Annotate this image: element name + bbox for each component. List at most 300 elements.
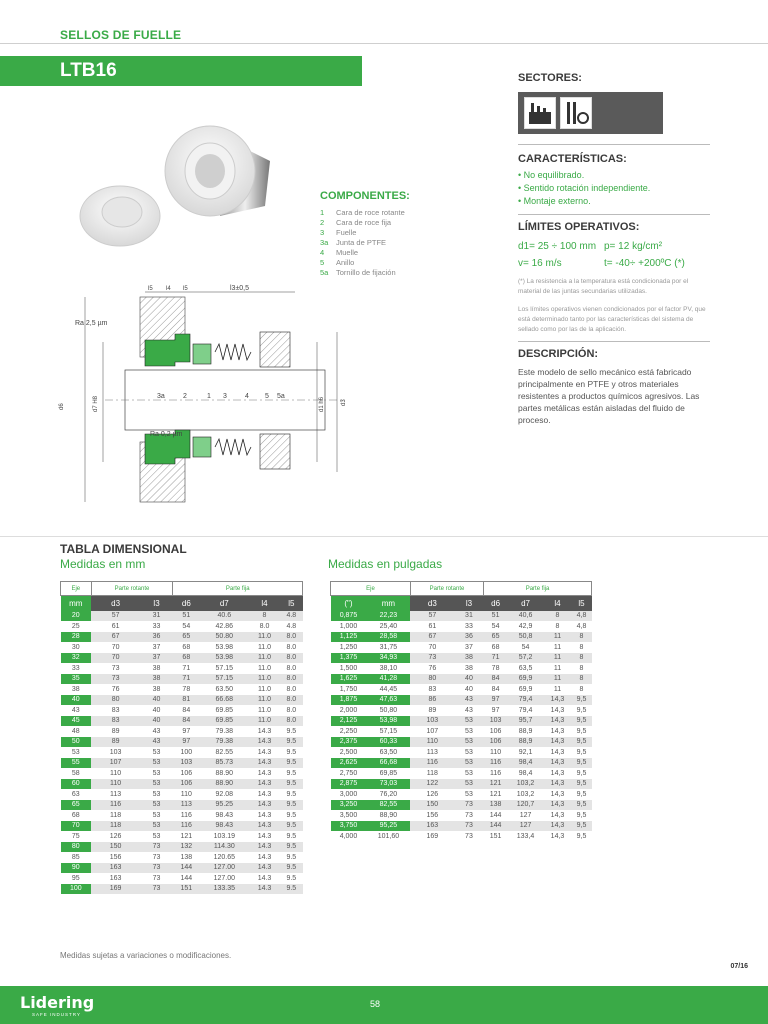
- table-row: [61, 747, 303, 758]
- table-cell: 73: [465, 832, 473, 840]
- table-cell: 8: [571, 674, 591, 685]
- table-cell: 106: [173, 779, 200, 790]
- table-cell: 8.0: [280, 695, 302, 706]
- table-cell: 4.8: [280, 611, 302, 622]
- table-row: [331, 611, 592, 622]
- table-cell: 8: [579, 643, 584, 651]
- table-cell: 51: [173, 611, 200, 622]
- table-row: [331, 642, 592, 653]
- component-item: [320, 208, 510, 218]
- header-divider: [0, 43, 768, 44]
- table-cell: 1,625: [331, 674, 367, 685]
- table-cell: 103.19: [213, 832, 236, 840]
- table-cell: 80: [91, 695, 140, 706]
- component-label: Muelle: [336, 248, 359, 257]
- table-cell: 84: [173, 716, 200, 727]
- table-cell: 9,5: [571, 800, 591, 811]
- limit-d1: d1= 25 ÷ 100 mm: [518, 241, 597, 252]
- table-cell: 138: [180, 853, 193, 861]
- table-cell: 88,9: [518, 727, 533, 735]
- table-cell: 11: [544, 653, 572, 664]
- table-cell: 14.3: [249, 800, 280, 811]
- table-cell: 68: [182, 643, 191, 651]
- table-cell: 11: [553, 664, 562, 672]
- table-row: [61, 884, 303, 895]
- table-cell: 43: [71, 706, 80, 714]
- table-row: [61, 684, 303, 695]
- table-cell: 53: [454, 758, 483, 769]
- table-row: [61, 663, 303, 674]
- table-cell: 14,3: [544, 716, 572, 727]
- component-num: 1: [320, 208, 325, 217]
- component-item: [320, 268, 510, 278]
- table-mm: [60, 581, 303, 894]
- part-number: 5: [265, 393, 269, 400]
- table-cell: 151: [173, 884, 200, 895]
- table-cell: 100: [180, 748, 193, 756]
- table-cell: 65: [173, 632, 200, 643]
- table-cell: 40: [61, 695, 92, 706]
- table-row: [61, 758, 303, 769]
- table-cell: 127: [508, 821, 544, 832]
- table-cell: 14.3: [257, 790, 272, 798]
- table-cell: 150: [410, 800, 454, 811]
- tables-divider: [0, 536, 768, 537]
- table-cell: 79,4: [518, 706, 533, 714]
- table-cell: 116: [489, 769, 502, 777]
- table-cell: 14,3: [550, 832, 565, 840]
- group-header: Eje: [331, 582, 411, 596]
- table-cell: 116: [91, 800, 140, 811]
- sectores-bar: [518, 92, 663, 134]
- table-cell: 14,3: [550, 748, 565, 756]
- table-cell: 89: [428, 706, 437, 714]
- drawing-label: l4: [166, 286, 171, 292]
- table-cell: 150: [91, 842, 140, 853]
- table-cell: 8: [571, 632, 591, 643]
- table-cell: 106: [489, 727, 502, 735]
- table-cell: 71: [484, 653, 508, 664]
- table-cell: 133,4: [516, 832, 535, 840]
- group-header: Parte fija: [173, 582, 303, 596]
- table-cell: 98,4: [518, 769, 533, 777]
- table-cell: 95,25: [366, 821, 410, 832]
- sectores-title: SECTORES:: [518, 72, 582, 84]
- table-cell: 9,5: [571, 779, 591, 790]
- table-row: [61, 831, 303, 842]
- table-row: [61, 653, 303, 664]
- component-item: [320, 218, 510, 228]
- table-cell: 37: [152, 643, 161, 651]
- table-row: [61, 695, 303, 706]
- column-header: d7: [200, 596, 249, 611]
- table-cell: 14,3: [544, 821, 572, 832]
- table-cell: 120,7: [508, 800, 544, 811]
- table-cell: 9.5: [286, 874, 297, 882]
- table-cell: 156: [109, 853, 122, 861]
- table-cell: 2,875: [331, 779, 367, 790]
- table-cell: 14,3: [550, 811, 565, 819]
- limites-title: LÍMITES OPERATIVOS:: [518, 221, 640, 233]
- table-row: [61, 632, 303, 643]
- document-code: 07/16: [730, 963, 748, 970]
- table-cell: 11.0: [249, 653, 280, 664]
- table-row: [331, 747, 592, 758]
- table-cell: 132: [173, 842, 200, 853]
- table-cell: 121: [489, 790, 502, 798]
- table-cell: 41,28: [366, 674, 410, 685]
- table-cell: 11.0: [257, 706, 272, 714]
- table-cell: 97: [173, 737, 200, 748]
- table-cell: 57.15: [200, 674, 249, 685]
- table-cell: 40: [454, 674, 483, 685]
- limit-v: v= 16 m/s: [518, 258, 562, 269]
- table-cell: 73: [140, 842, 173, 853]
- table-cell: 61: [111, 622, 120, 630]
- table-cell: 9.5: [286, 727, 297, 735]
- table-cell: 113: [426, 748, 438, 756]
- table-cell: 116: [180, 811, 192, 819]
- table-cell: 103: [109, 748, 122, 756]
- table-row: [331, 726, 592, 737]
- table-cell: 35: [61, 674, 92, 685]
- table-cell: 138: [484, 800, 508, 811]
- table-cell: 9.5: [286, 790, 297, 798]
- table-cell: 4.8: [286, 622, 297, 630]
- table-cell: 68: [71, 811, 80, 819]
- table-cell: 79.38: [200, 737, 249, 748]
- table-cell: 79,4: [508, 695, 544, 706]
- table-cell: 78: [491, 664, 500, 672]
- table-cell: 38: [152, 664, 161, 672]
- table-cell: 8.0: [286, 664, 297, 672]
- table-cell: 53: [140, 779, 173, 790]
- table-cell: 55: [61, 758, 92, 769]
- table-cell: 107: [91, 758, 140, 769]
- table-cell: 50.80: [200, 632, 249, 643]
- table-cell: 9.5: [286, 853, 297, 861]
- table-cell: 40: [140, 716, 173, 727]
- footer-bar: [0, 986, 768, 1024]
- table-cell: 14,3: [550, 727, 565, 735]
- table-cell: 68: [173, 653, 200, 664]
- table-cell: 14,3: [550, 769, 565, 777]
- table-cell: 3,750: [331, 821, 367, 832]
- column-header: d6: [484, 596, 508, 611]
- table-cell: 82.55: [215, 748, 234, 756]
- table-cell: 38,10: [379, 664, 398, 672]
- table-cell: 73,03: [366, 779, 410, 790]
- table-cell: 53.98: [200, 653, 249, 664]
- caracteristica-item: • Sentido rotación independiente.: [518, 183, 651, 193]
- column-header: d3: [410, 596, 454, 611]
- table-cell: 43: [140, 737, 173, 748]
- table-row: [331, 705, 592, 716]
- table-cell: 100: [61, 884, 92, 895]
- table-cell: 73: [454, 821, 483, 832]
- table-row: [61, 810, 303, 821]
- table-row: [331, 695, 592, 706]
- table-cell: 76: [111, 685, 120, 693]
- table-cell: 73: [454, 800, 483, 811]
- table-cell: 28: [61, 632, 92, 643]
- table-cell: 70: [91, 653, 140, 664]
- table-cell: 69,85: [379, 769, 398, 777]
- table-row: [61, 674, 303, 685]
- table-cell: 8.0: [280, 716, 302, 727]
- table-cell: 156: [426, 811, 439, 819]
- table-cell: 90: [61, 863, 92, 874]
- component-num: 3: [320, 228, 325, 237]
- table-cell: 98.43: [200, 821, 249, 832]
- table-cell: 163: [109, 874, 122, 882]
- table-cell: 11.0: [249, 716, 280, 727]
- table-cell: 163: [410, 821, 454, 832]
- table-cell: 2,250: [339, 727, 358, 735]
- info-column: [518, 72, 710, 426]
- table-cell: 25: [71, 622, 80, 630]
- table-cell: 0,875: [331, 611, 367, 622]
- table-cell: 1,125: [331, 632, 367, 643]
- table-cell: 1,375: [331, 653, 367, 664]
- table-cell: 8: [544, 611, 572, 622]
- table-cell: 9.5: [286, 748, 297, 756]
- table-cell: 110: [489, 748, 502, 756]
- technical-drawing: [55, 282, 355, 507]
- table-cell: 47,63: [366, 695, 410, 706]
- table-row: [61, 821, 303, 832]
- table-cell: 116: [484, 758, 508, 769]
- table-cell: 73: [91, 674, 140, 685]
- table-cell: 118: [91, 821, 140, 832]
- caracteristica-item: • No equilibrado.: [518, 170, 585, 180]
- table-cell: 11.0: [257, 685, 272, 693]
- table-cell: 40,6: [508, 611, 544, 622]
- table-cell: 14.3: [257, 769, 272, 777]
- valve-icon: [560, 97, 592, 129]
- table-cell: 38: [465, 664, 473, 672]
- table-cell: 40: [465, 685, 473, 693]
- table-cell: 32: [61, 653, 92, 664]
- table-cell: 14.3: [249, 863, 280, 874]
- table-cell: 38: [454, 653, 483, 664]
- table-cell: 9,5: [571, 716, 591, 727]
- table-cell: 127.00: [213, 874, 236, 882]
- table-cell: 50,8: [508, 632, 544, 643]
- table-cell: 14,3: [544, 695, 572, 706]
- group-header: Parte rotante: [410, 582, 483, 596]
- component-item: [320, 258, 510, 268]
- table-cell: 9,5: [576, 706, 587, 714]
- table-row: [331, 789, 592, 800]
- table-cell: 37: [140, 653, 173, 664]
- section-label: SELLOS DE FUELLE: [60, 28, 182, 42]
- footnote: Medidas sujetas a variaciones o modificaciones.: [60, 951, 232, 960]
- table-cell: 2,000: [339, 706, 358, 714]
- column-header: l3: [140, 596, 173, 611]
- table-cell: 70: [428, 643, 437, 651]
- component-item: [320, 248, 510, 258]
- table-cell: 113: [110, 790, 122, 798]
- table-cell: 73: [140, 863, 173, 874]
- table-row: [61, 705, 303, 716]
- table-cell: 50,80: [379, 706, 398, 714]
- table-cell: 53,98: [366, 716, 410, 727]
- table-cell: 97: [491, 706, 500, 714]
- table-cell: 9,5: [571, 758, 591, 769]
- table-cell: 11.0: [257, 643, 272, 651]
- column-header: l3: [454, 596, 483, 611]
- table-row: [331, 831, 592, 842]
- column-header: d3: [91, 596, 140, 611]
- column-header: d7: [508, 596, 544, 611]
- drawing-label: l5: [148, 286, 153, 292]
- table-cell: 84: [484, 674, 508, 685]
- table-cell: 2,500: [339, 748, 358, 756]
- table-cell: 70: [111, 643, 120, 651]
- table-cell: 38: [140, 674, 173, 685]
- table-cell: 36: [454, 632, 483, 643]
- table-cell: 14.3: [257, 811, 272, 819]
- table-cell: 9,5: [576, 748, 587, 756]
- table-cell: 53: [152, 811, 161, 819]
- table-cell: 73: [152, 853, 161, 861]
- table-cell: 65: [484, 632, 508, 643]
- table-cell: 9.5: [280, 821, 302, 832]
- table-cell: 1,750: [339, 685, 358, 693]
- table-cell: 127: [519, 811, 532, 819]
- table-cell: 85.73: [200, 758, 249, 769]
- component-label: Cara de roce fija: [336, 218, 392, 227]
- table-cell: 14,3: [550, 790, 565, 798]
- column-header: l4: [544, 596, 572, 611]
- table-cell: 3,250: [331, 800, 367, 811]
- component-num: 3a: [320, 238, 329, 247]
- table-cell: 11.0: [249, 695, 280, 706]
- table-cell: 61: [428, 622, 437, 630]
- table-cell: 1,000: [339, 622, 358, 630]
- table-cell: 73: [152, 874, 161, 882]
- table-cell: 25,40: [379, 622, 398, 630]
- table-cell: 95.25: [200, 800, 249, 811]
- table-cell: 88.90: [200, 779, 249, 790]
- table-cell: 53: [454, 716, 483, 727]
- table-cell: 2,750: [339, 769, 358, 777]
- table-row: [331, 737, 592, 748]
- table-cell: 14.3: [257, 874, 272, 882]
- table-cell: 83: [91, 716, 140, 727]
- table-cell: 53: [465, 790, 473, 798]
- table-cell: 92,1: [518, 748, 533, 756]
- table-cell: 118: [426, 769, 438, 777]
- table-cell: 122: [410, 779, 454, 790]
- table-cell: 8.0: [286, 643, 297, 651]
- table-row: [331, 653, 592, 664]
- table-cell: 67: [410, 632, 454, 643]
- table-cell: 3,500: [339, 811, 358, 819]
- table-cell: 106: [484, 737, 508, 748]
- table-row: [61, 621, 303, 632]
- drawing-label: d1 h6: [319, 396, 325, 412]
- table-cell: 98.43: [215, 811, 234, 819]
- table-cell: 133.35: [200, 884, 249, 895]
- table-cell: 8: [579, 664, 584, 672]
- table-cell: 80: [61, 842, 92, 853]
- table-cell: 116: [173, 821, 200, 832]
- table-cell: 73: [465, 811, 473, 819]
- table-cell: 73: [111, 664, 120, 672]
- table-cell: 110: [91, 779, 140, 790]
- table-row: [331, 768, 592, 779]
- table-cell: 43: [152, 727, 161, 735]
- table-cell: 14.3: [249, 758, 280, 769]
- table-cell: 110: [110, 769, 122, 777]
- table-cell: 80: [410, 674, 454, 685]
- table-cell: 63,50: [379, 748, 398, 756]
- component-num: 5a: [320, 268, 329, 277]
- table-cell: 76: [428, 664, 437, 672]
- table-cell: 48: [71, 727, 80, 735]
- table-row: [61, 873, 303, 884]
- table-cell: 79.38: [215, 727, 234, 735]
- table-cell: 43: [465, 706, 473, 714]
- table-row: [61, 852, 303, 863]
- table-cell: 4,8: [576, 622, 587, 630]
- table-cell: 83: [428, 685, 437, 693]
- table-row: [331, 821, 592, 832]
- table-row: [61, 863, 303, 874]
- table-cell: 144: [484, 821, 508, 832]
- table-cell: 11: [544, 674, 572, 685]
- table-cell: 33: [71, 664, 80, 672]
- table-row: [61, 768, 303, 779]
- table-cell: 57,15: [379, 727, 398, 735]
- table-cell: 50: [61, 737, 92, 748]
- table-cell: 53: [454, 779, 483, 790]
- table-cell: 14.3: [249, 737, 280, 748]
- industry-icon: [524, 97, 556, 129]
- table-cell: 92.08: [215, 790, 234, 798]
- table-cell: 9.5: [280, 779, 302, 790]
- table-cell: 9.5: [280, 800, 302, 811]
- drawing-label: l5: [183, 286, 188, 292]
- table-cell: 54: [521, 643, 530, 651]
- table-cell: 11: [544, 632, 572, 643]
- table-cell: 9,5: [571, 695, 591, 706]
- table-cell: 40: [140, 695, 173, 706]
- table-cell: 42.86: [215, 622, 234, 630]
- table-cell: 8.0: [280, 632, 302, 643]
- table-row: [331, 632, 592, 643]
- table-cell: 37: [465, 643, 473, 651]
- table-cell: 63,5: [518, 664, 533, 672]
- table-cell: 121: [484, 779, 508, 790]
- table-cell: 14,3: [544, 758, 572, 769]
- table-cell: 106: [180, 769, 193, 777]
- table-cell: 73: [410, 653, 454, 664]
- table-cell: 63.50: [215, 685, 234, 693]
- table-cell: 69.85: [200, 716, 249, 727]
- table-row: [331, 716, 592, 727]
- table-cell: 9,5: [576, 811, 587, 819]
- table-cell: 83: [111, 706, 120, 714]
- column-header: l5: [571, 596, 591, 611]
- table-cell: 113: [173, 800, 200, 811]
- descripcion-text: Este modelo de sello mecánico está fabricado principalmente en PTFE y otros materiales resistentes a productos químicos agresivos. Las partes metálicas están aisladas del fluido de proceso.: [518, 367, 700, 425]
- table-cell: 42,9: [518, 622, 533, 630]
- table-cell: 144: [489, 811, 502, 819]
- table-cell: 169: [426, 832, 439, 840]
